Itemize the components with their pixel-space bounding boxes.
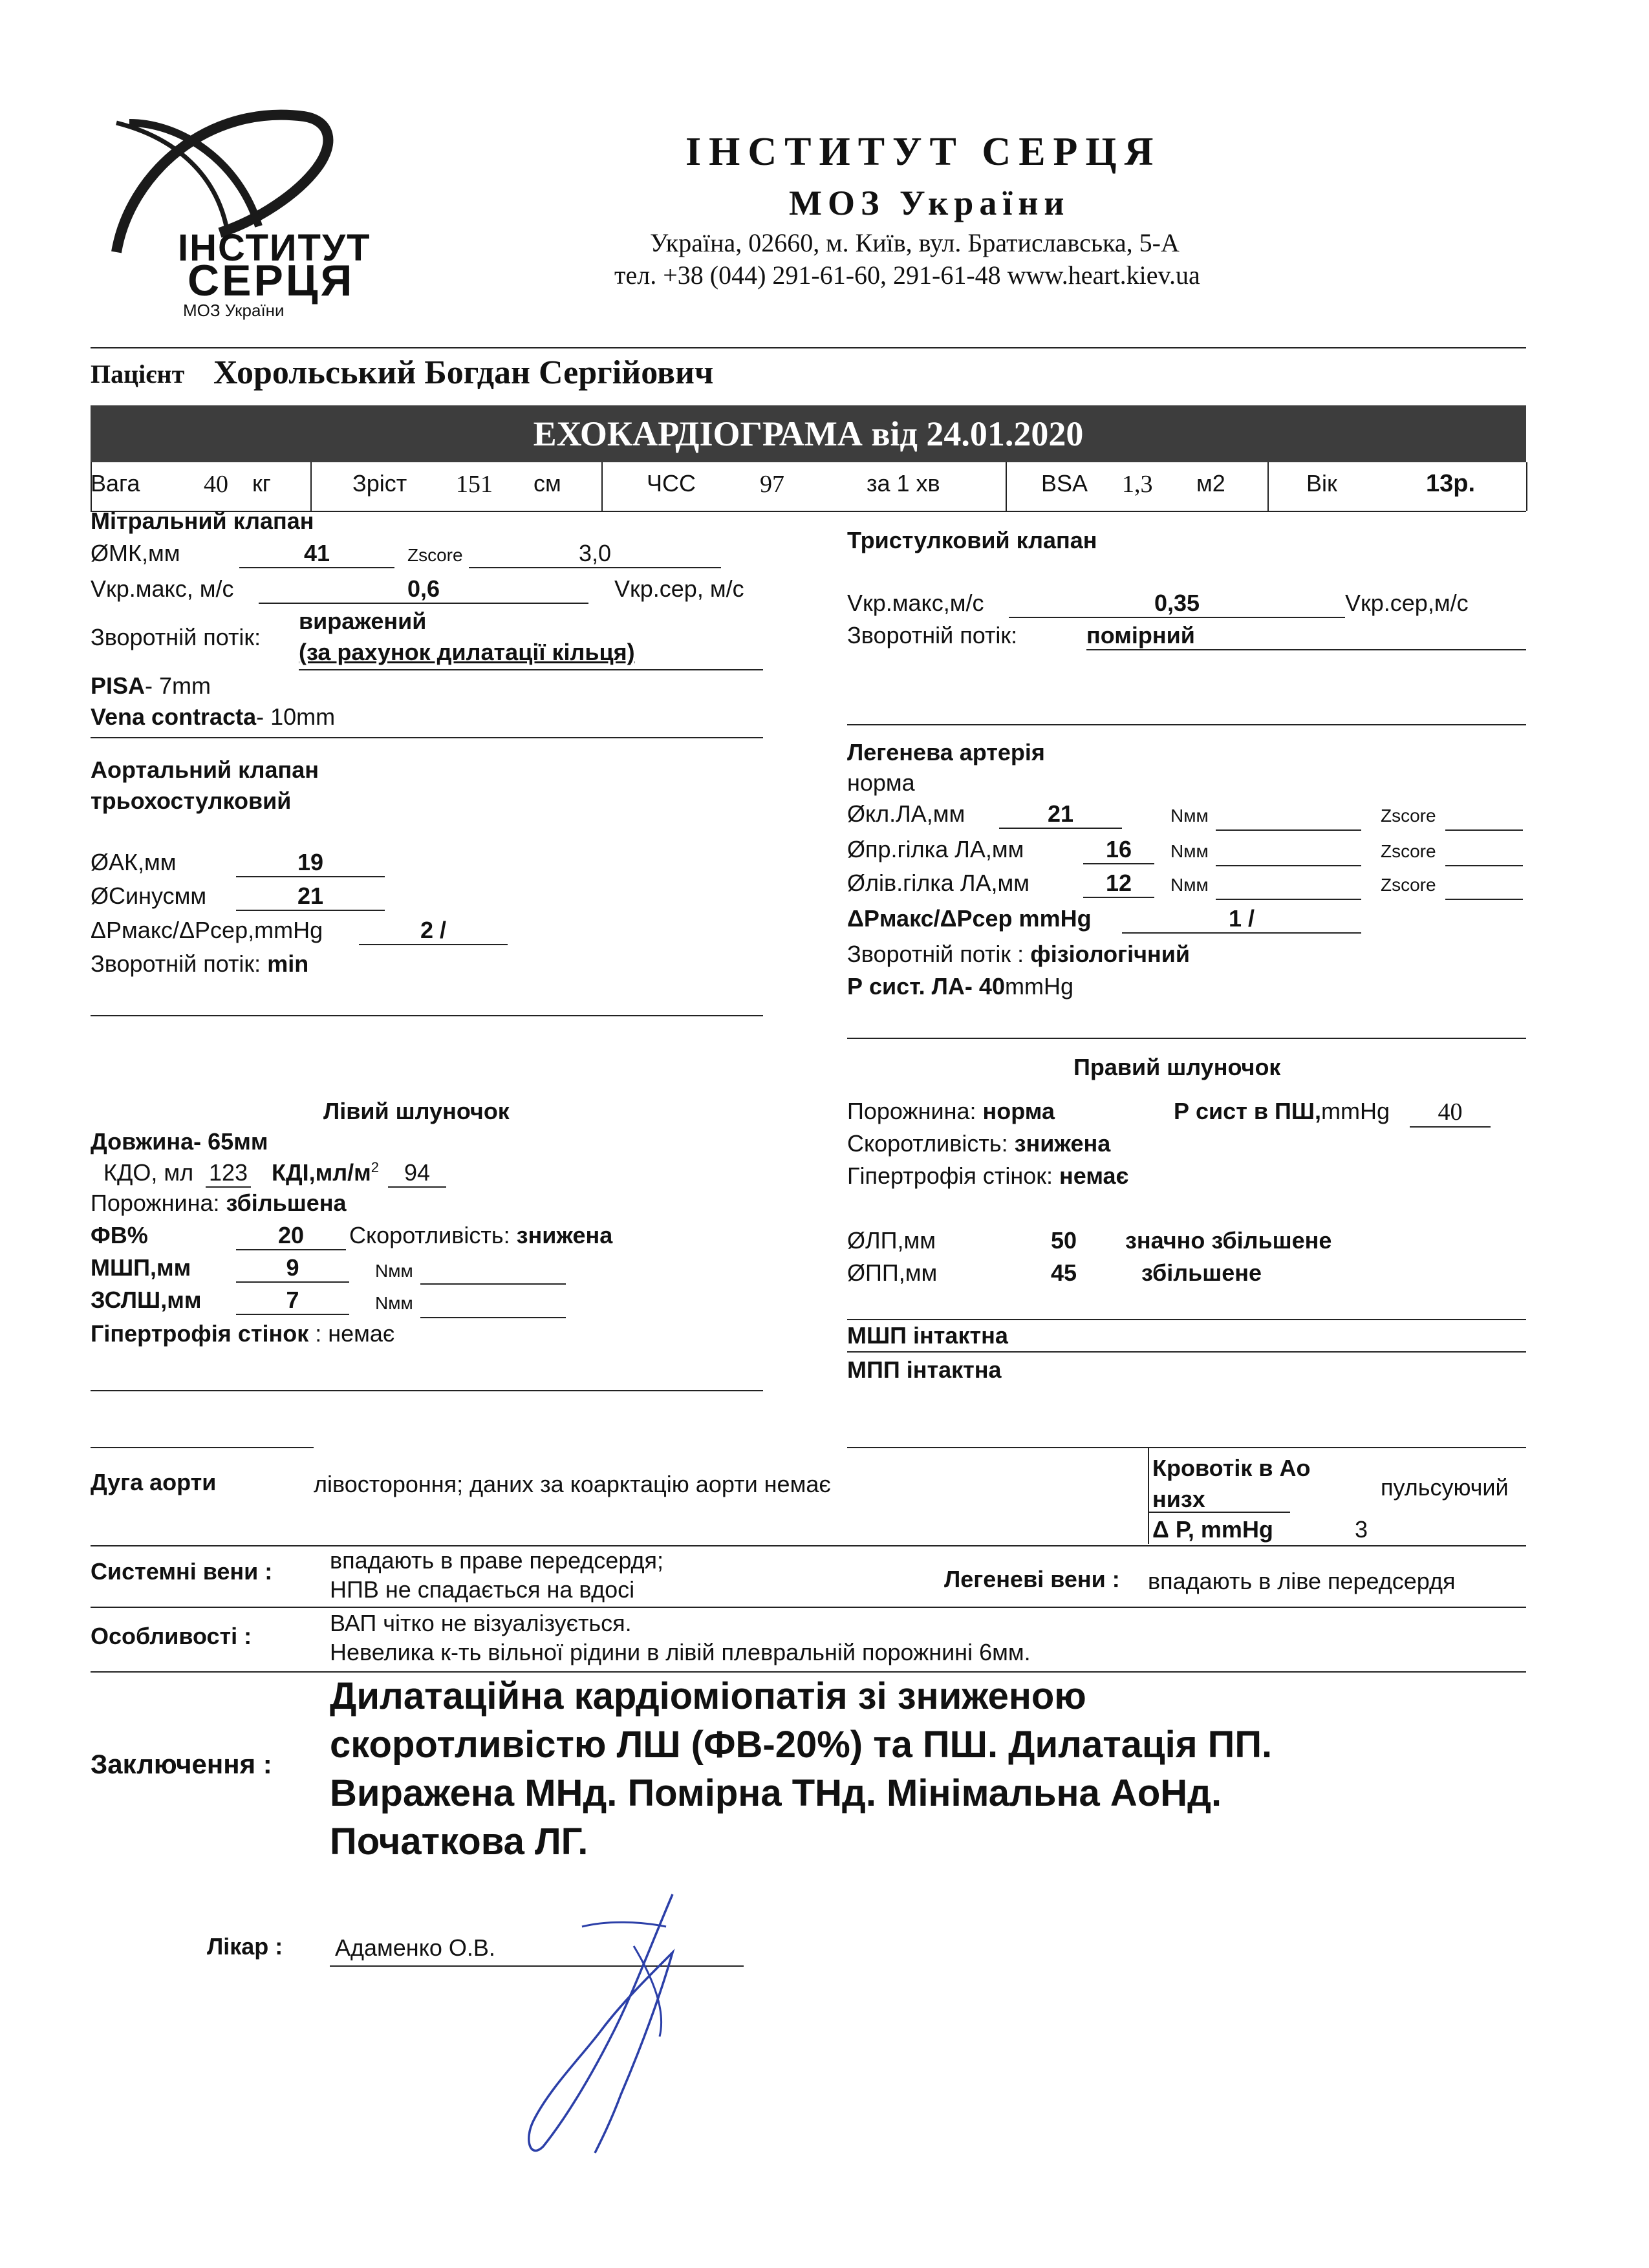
conclusion-line4: Початкова ЛГ. — [330, 1821, 588, 1863]
lv-cavity — [91, 1190, 347, 1217]
mitral-mk-value: 41 — [239, 540, 394, 568]
rv-la-note: значно збільшене — [1125, 1227, 1332, 1254]
lv-ivs-value: 9 — [236, 1254, 349, 1283]
pa-ring-z-label: Zscore — [1381, 806, 1436, 826]
tricuspid-regurg-value: помірний — [1086, 622, 1526, 650]
pa-pg-label: ΔРмакс/ΔРсер mmHg — [847, 905, 1092, 932]
lv-ivs-n-line — [420, 1283, 566, 1285]
lv-pw-n-label: Nмм — [375, 1293, 413, 1313]
pa-regurg-label: Зворотній потік : — [847, 941, 1024, 967]
pisa-label: PISA — [91, 672, 146, 699]
lv-contr-label: Скоротливість: — [349, 1222, 510, 1248]
lv-pw-value: 7 — [236, 1287, 349, 1315]
pa-psys-label: Р сист. ЛА- — [847, 973, 973, 1000]
pa-right-label: Øпр.гілка ЛА,мм — [847, 836, 1024, 862]
pa-left-value: 12 — [1083, 870, 1154, 898]
aortic-subtitle: трьохостулковий — [91, 787, 292, 814]
rv-cavity-value: норма — [982, 1098, 1055, 1124]
pa-psys-value: 40 — [978, 973, 1005, 1000]
lv-ef-value: 20 — [236, 1222, 346, 1250]
rv-ra-note: збільшене — [1141, 1259, 1262, 1286]
pulm-veins-label: Легеневі вени : — [944, 1566, 1120, 1592]
arch-text: лівостороння; даних за коарктацію аорти немає — [314, 1471, 831, 1497]
pisa-value: - 7mm — [145, 672, 211, 699]
arch-divider-mid — [1148, 1512, 1290, 1513]
age-label: Вік — [1306, 470, 1337, 497]
pa-left-n-line — [1216, 899, 1361, 900]
pulm-veins-value: впадають в ліве передсердя — [1148, 1568, 1456, 1594]
rv-psys — [1174, 1098, 1390, 1125]
pa-ring-label: Øкл.ЛА,мм — [847, 800, 965, 827]
lv-ef-label: ФВ% — [91, 1222, 148, 1248]
mitral-zscore-label: Zscore — [407, 545, 463, 565]
rv-hyper-value: немає — [1059, 1162, 1129, 1189]
lv-edvi-sup: 2 — [371, 1159, 380, 1175]
rv-hyper — [847, 1162, 1128, 1190]
lv-cavity-label: Порожнина: — [91, 1190, 220, 1216]
mitral-regurg-value-2: (за рахунок дилатації кільця) — [299, 639, 635, 665]
pa-ring-value: 21 — [999, 800, 1122, 829]
lv-pw-label: ЗСЛШ,мм — [91, 1287, 202, 1313]
institute-title: ІНСТИТУТ СЕРЦЯ — [685, 130, 1161, 174]
rv-divider — [847, 1319, 1526, 1320]
lv-divider-short — [91, 1447, 314, 1448]
weight-unit: кг — [252, 470, 271, 497]
lv-edvi-label-text: КДІ,мл/м — [272, 1159, 371, 1186]
aortic-divider — [91, 1015, 763, 1016]
lv-length-label: Довжина- — [91, 1128, 202, 1155]
rv-psys-unit: mmHg — [1321, 1098, 1390, 1124]
arch-flow-sep — [1148, 1447, 1149, 1544]
mitral-regurg-underline — [299, 669, 763, 670]
mitral-mk-label: ØМК,мм — [91, 540, 180, 566]
lv-cavity-value: збільшена — [226, 1190, 347, 1216]
mitral-title: Мітральний клапан — [91, 508, 314, 534]
tricuspid-divider — [847, 724, 1526, 725]
conclusion-line1: Дилатаційна кардіоміопатія зі зниженою — [330, 1675, 1086, 1717]
mitral-regurg-value-1: виражений — [299, 608, 427, 634]
systemic-veins-1: впадають в праве передсердя; — [330, 1547, 664, 1574]
rv-title: Правий шлуночок — [1073, 1054, 1281, 1080]
mitral-vmax-value: 0,6 — [259, 575, 588, 604]
bsa-value: 1,3 — [1122, 471, 1153, 498]
vitals-sep — [310, 462, 312, 511]
mitral-vena-contracta — [91, 703, 335, 731]
vc-label: Vena contracta — [91, 703, 257, 730]
lv-ivs-label: МШП,мм — [91, 1254, 191, 1281]
lv-length — [91, 1128, 268, 1155]
lv-title: Лівий шлуночок — [323, 1098, 510, 1124]
lv-hyper — [91, 1320, 394, 1347]
hr-label: ЧСС — [647, 470, 696, 497]
vc-value: - 10mm — [256, 703, 336, 730]
tricuspid-vmax-label: Vкр.макс,м/с — [847, 590, 984, 616]
hr-unit: за 1 хв — [867, 470, 940, 497]
age-value: 13р. — [1426, 470, 1476, 497]
doctor-label: Лікар : — [207, 1933, 283, 1960]
pa-right-n-line — [1216, 865, 1361, 866]
pa-right-z-label: Zscore — [1381, 841, 1436, 861]
lv-edvi-label — [272, 1159, 379, 1186]
rv-divider-2 — [847, 1351, 1526, 1353]
systemic-veins-label: Системні вени : — [91, 1558, 273, 1585]
mitral-regurg-label: Зворотній потік: — [91, 624, 261, 650]
pa-left-label: Øлів.гілка ЛА,мм — [847, 870, 1029, 896]
lv-edv-label: КДО, мл — [103, 1159, 194, 1186]
logo-subtitle: МОЗ України — [183, 301, 285, 320]
tricuspid-vmax-value: 0,35 — [1009, 590, 1345, 618]
lv-contr — [349, 1222, 612, 1249]
height-label: Зріст — [352, 470, 407, 497]
conclusion-label: Заключення : — [91, 1749, 272, 1779]
vitals-sep — [601, 462, 603, 511]
rv-ias-intact: МПП інтактна — [847, 1356, 1002, 1383]
tricuspid-title: Тристулковий клапан — [847, 527, 1097, 553]
pa-psys-unit: mmHg — [1004, 973, 1073, 1000]
bsa-unit: м2 — [1196, 470, 1225, 497]
aortic-ak-value: 19 — [236, 849, 385, 877]
features-label: Особливості : — [91, 1623, 252, 1649]
pa-right-n-label: Nмм — [1170, 841, 1209, 861]
pa-left-z-label: Zscore — [1381, 875, 1436, 895]
mitral-pisa — [91, 672, 211, 700]
lv-length-value: 65мм — [208, 1128, 268, 1155]
doctor-signature — [504, 1881, 737, 2159]
pa-regurg-value: фізіологічний — [1030, 941, 1190, 967]
rv-ra-value: 45 — [1051, 1259, 1077, 1286]
pa-right-z-line — [1445, 865, 1523, 866]
aortic-sinus-label: ØСинусмм — [91, 883, 207, 909]
aortic-sinus-value: 21 — [236, 883, 385, 911]
aortic-regurg-label: Зворотній потік: — [91, 950, 261, 977]
rv-psys-label: Р сист в ПШ, — [1174, 1098, 1322, 1124]
rv-contr-value: знижена — [1014, 1130, 1111, 1157]
aortic-pg-label: ΔРмакс/ΔРсер,mmHg — [91, 917, 323, 943]
pa-ring-z-line — [1445, 829, 1523, 831]
mitral-vmean-label: Vкр.сер, м/с — [614, 575, 744, 602]
rv-divider-3 — [847, 1447, 1526, 1448]
arch-flow-label-1: Кровотік в Ао — [1152, 1455, 1311, 1481]
mitral-divider — [91, 737, 763, 738]
bsa-label: BSA — [1041, 470, 1088, 497]
mitral-zscore-value: 3,0 — [469, 540, 721, 568]
patient-label: Пацієнт — [91, 359, 185, 389]
institute-contacts: тел. +38 (044) 291-61-60, 291-61-48 www.heart.kiev.ua — [614, 261, 1200, 290]
conclusion-line3: Виражена МНд. Помірна ТНд. Мінімальна АоНд. — [330, 1772, 1222, 1814]
vitals-sep — [1526, 462, 1527, 511]
lv-edv-value: 123 — [206, 1159, 251, 1188]
pa-regurg — [847, 941, 1190, 968]
doctor-name: Адаменко О.В. — [335, 1934, 495, 1961]
rv-cavity-label: Порожнина: — [847, 1098, 976, 1124]
rv-cavity — [847, 1098, 1055, 1125]
arch-flow-value: пульсуючий — [1381, 1474, 1509, 1501]
pa-left-n-label: Nмм — [1170, 875, 1209, 895]
institute-subtitle: МОЗ України — [789, 184, 1070, 222]
vitals-row — [91, 462, 1526, 512]
lv-edvi-value: 94 — [388, 1159, 446, 1188]
rv-hyper-label: Гіпертрофія стінок: — [847, 1162, 1053, 1189]
arch-flow-label-2: низх — [1152, 1486, 1205, 1512]
aortic-regurg — [91, 950, 308, 978]
lv-divider — [91, 1390, 763, 1391]
aortic-regurg-value: min — [267, 950, 309, 977]
height-value: 151 — [456, 471, 493, 498]
lv-hyper-label: Гіпертрофія стінок — [91, 1320, 309, 1347]
institute-address: Україна, 02660, м. Київ, вул. Братиславська, 5-А — [650, 228, 1180, 257]
hr-value: 97 — [760, 471, 784, 498]
rv-la-label: ØЛП,мм — [847, 1227, 936, 1254]
rv-la-value: 50 — [1051, 1227, 1077, 1254]
lv-contr-value: знижена — [516, 1222, 613, 1248]
tricuspid-regurg-label: Зворотній потік: — [847, 622, 1018, 648]
arch-dp-value: 3 — [1355, 1516, 1368, 1543]
pa-ring-n-line — [1216, 829, 1361, 831]
arch-dp-label: Δ Р, mmHg — [1152, 1516, 1273, 1543]
logo-title-line1: ІНСТИТУТ — [178, 227, 371, 269]
rv-psys-value: 40 — [1410, 1098, 1491, 1128]
height-unit: см — [534, 470, 561, 497]
arch-label: Дуга аорти — [91, 1469, 217, 1495]
lv-pw-n-line — [420, 1317, 566, 1318]
conclusion-line2: скоротливістю ЛШ (ФВ-20%) та ПШ. Дилатація ПП. — [330, 1724, 1273, 1766]
rv-ivs-intact: МШП інтактна — [847, 1322, 1008, 1349]
vitals-sep — [1006, 462, 1007, 511]
rv-ra-label: ØПП,мм — [847, 1259, 938, 1286]
arch-divider — [91, 1545, 1526, 1546]
aortic-ak-label: ØАК,мм — [91, 849, 177, 875]
lv-hyper-value: : немає — [308, 1320, 395, 1347]
pulmonary-title: Легенева артерія — [847, 739, 1045, 765]
pa-psys — [847, 973, 1073, 1000]
lv-ivs-n-label: Nмм — [375, 1261, 413, 1281]
pa-pg-value: 1 / — [1122, 905, 1361, 934]
patient-name: Хорольський Богдан Сергійович — [213, 354, 714, 391]
mitral-vmax-label: Vкр.макс, м/с — [91, 575, 234, 602]
systemic-veins-2: НПВ не спадається на вдосі — [330, 1576, 635, 1603]
features-line2: Невелика к-ть вільної рідини в лівій плевральній порожнині 6мм. — [330, 1639, 1031, 1665]
signature-icon — [504, 1881, 737, 2159]
rv-contr — [847, 1130, 1110, 1157]
tricuspid-vmean-label: Vкр.сер,м/с — [1345, 590, 1469, 616]
pa-left-z-line — [1445, 899, 1523, 900]
veins-divider — [91, 1607, 1526, 1608]
pa-ring-n-label: Nмм — [1170, 806, 1209, 826]
pulmonary-divider — [847, 1038, 1526, 1039]
weight-value: 40 — [204, 471, 228, 498]
header-divider — [91, 347, 1526, 348]
features-line1: ВАП чітко не візуалізується. — [330, 1610, 632, 1636]
vitals-sep — [1267, 462, 1269, 511]
aortic-title: Аортальний клапан — [91, 756, 319, 783]
report-banner: ЕХОКАРДІОГРАМА від 24.01.2020 — [91, 405, 1526, 462]
weight-label: Вага — [91, 470, 140, 497]
features-divider — [91, 1671, 1526, 1673]
rv-contr-label: Скоротливість: — [847, 1130, 1008, 1157]
logo-title-line2: СЕРЦЯ — [188, 256, 355, 305]
pulmonary-valve: норма — [847, 769, 915, 796]
pa-right-value: 16 — [1083, 836, 1154, 864]
aortic-pg-value: 2 / — [359, 917, 508, 945]
